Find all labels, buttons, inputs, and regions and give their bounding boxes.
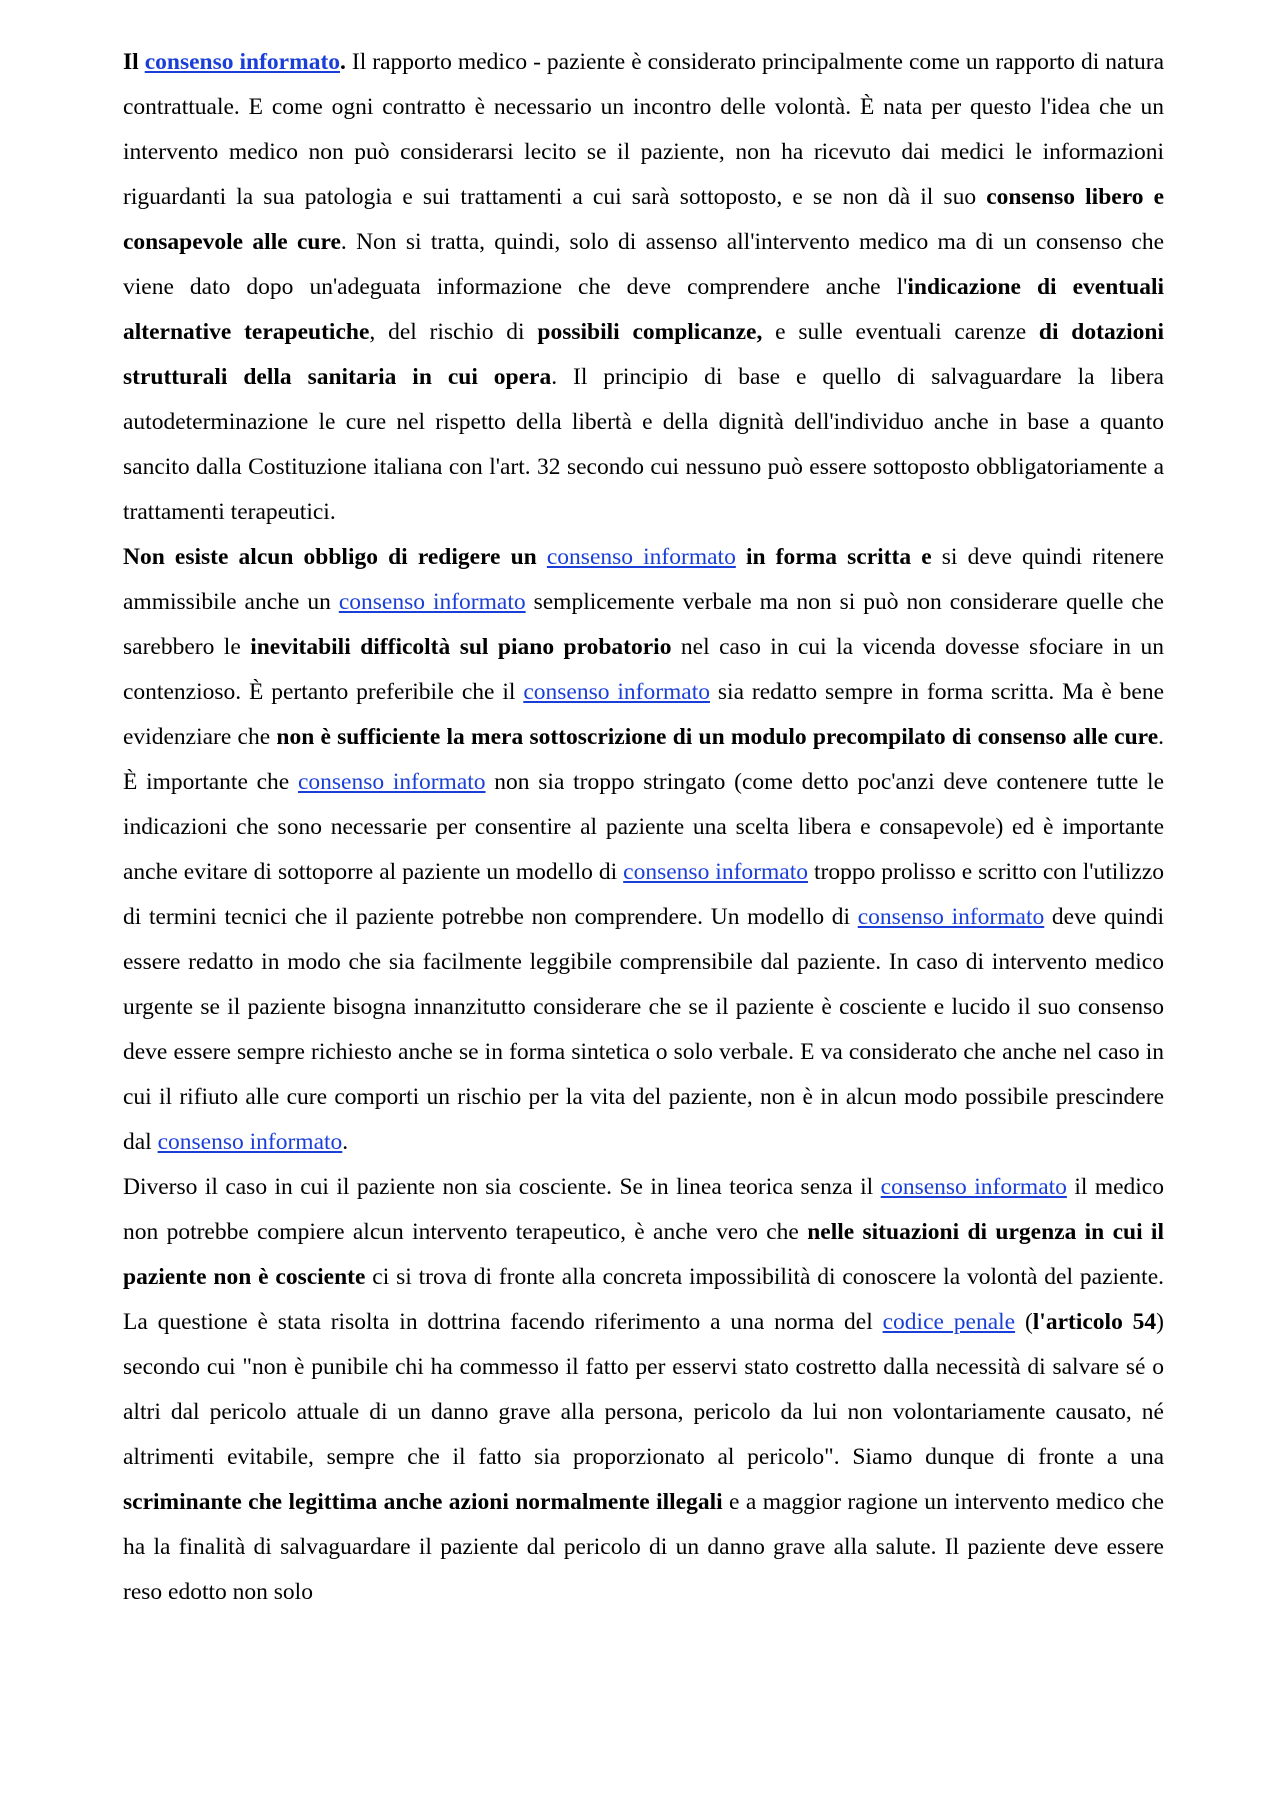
body-text: nel caso in cui la vicenda dovesse sfociare in un contenzioso. È pertanto preferibile che il	[123, 634, 1164, 705]
bold-text: .	[340, 49, 346, 75]
body-text: si deve quindi ritenere ammissibile anche un	[123, 544, 1164, 615]
link-consenso-informato[interactable]: consenso informato	[546, 544, 736, 570]
bold-text: Il	[123, 49, 145, 75]
body-text: . Il principio di base e quello di salvaguardare la libera autodeterminazione le cure nel rispetto della libertà e della dignità dell'individuo anche in base a quanto sancito dalla Costituzione italiana con l'art. 32 secondo cui nessuno può essere sottoposto obbligatoriamente a trattamenti terapeutici.	[123, 364, 1164, 525]
bold-text: di dotazioni strutturali della sanitaria in cui opera	[123, 319, 1165, 390]
body-text: .	[342, 1129, 349, 1155]
link-consenso-informato[interactable]: consenso informato	[857, 904, 1045, 930]
body-text: Il rapporto medico - paziente è considerato principalmente come un rapporto di natura contrattuale. E come ogni contratto è necessario un incontro delle volontà. È nata per questo l'idea che un intervento medico non può considerarsi lecito se il paziente, non ha ricevuto dai medici le informazioni riguardanti la sua patologia e sui trattamenti a cui sarà sottoposto, e se non dà il suo	[123, 49, 1164, 210]
paragraph-informed-consent-intro	[123, 40, 1164, 535]
link-consenso-informato[interactable]: consenso informato	[523, 679, 711, 705]
bold-text: scriminante che legittima anche azioni normalmente illegali	[123, 1489, 723, 1515]
body-text: e a maggior ragione un intervento medico che ha la finalità di salvaguardare il paziente dal pericolo di un danno grave alla salute. Il paziente deve essere reso edotto non solo	[123, 1489, 1165, 1605]
link-consenso-informato[interactable]: consenso informato	[144, 49, 341, 75]
body-text: e sulle eventuali carenze	[762, 319, 1039, 345]
body-text: (	[1015, 1309, 1033, 1335]
body-text: deve quindi essere redatto in modo che sia facilmente leggibile comprensibile dal paziente. In caso di intervento medico urgente se il paziente bisogna innanzitutto considerare che se il paziente è cosciente e lucido il suo consenso deve essere sempre richiesto anche se in forma sintetica o solo verbale. E va considerato che anche nel caso in cui il rifiuto alle cure comporti un rischio per la vita del paziente, non è in alcun modo possibile prescindere dal	[123, 904, 1165, 1155]
body-text: il medico non potrebbe compiere alcun intervento terapeutico, è anche vero che	[123, 1174, 1164, 1245]
body-text: . È importante che	[123, 724, 1164, 795]
body-text: non sia troppo stringato (come detto poc'anzi deve contenere tutte le indicazioni che sono necessarie per consentire al paziente una scelta libera e consapevole) ed è importante anche evitare di sottoporre al paziente un modello di	[123, 769, 1164, 885]
link-codice-penale[interactable]: codice penale	[882, 1309, 1016, 1335]
body-text: ) secondo cui "non è punibile chi ha commesso il fatto per esservi stato costretto dalla necessità di salvare sé o altri dal pericolo attuale di un danno grave alla persona, pericolo da lui non volontariamente causato, né altrimenti evitabile, sempre che il fatto sia proporzionato al pericolo". Siamo dunque di fronte a una	[123, 1309, 1164, 1470]
body-text: ci si trova di fronte alla concreta impossibilità di conoscere la volontà del paziente. La questione è stata risolta in dottrina facendo riferimento a una norma del	[123, 1264, 1164, 1335]
link-consenso-informato[interactable]: consenso informato	[623, 859, 808, 885]
bold-text: non è sufficiente la mera sottoscrizione di un modulo precompilato di consenso alle cure	[276, 724, 1159, 750]
body-text: semplicemente verbale ma non si può non considerare quelle che sarebbero le	[123, 589, 1164, 660]
link-consenso-informato[interactable]: consenso informato	[297, 769, 486, 795]
bold-text: inevitabili difficoltà sul piano probatorio	[250, 634, 672, 660]
body-text: . Non si tratta, quindi, solo di assenso all'intervento medico ma di un consenso che viene dato dopo un'adeguata informazione che deve comprendere anche l'	[123, 229, 1164, 300]
bold-text: nelle situazioni di urgenza in cui il paziente non è cosciente	[123, 1219, 1164, 1290]
paragraph-unconscious-patient	[123, 1165, 1164, 1615]
link-consenso-informato[interactable]: consenso informato	[880, 1174, 1067, 1200]
bold-text: possibili complicanze,	[537, 319, 763, 345]
paragraph-written-form	[123, 535, 1164, 1165]
body-text: sia redatto sempre in forma scritta. Ma è bene evidenziare che	[123, 679, 1165, 750]
bold-text: consenso libero e consapevole alle cure	[123, 184, 1165, 255]
bold-text: Non esiste alcun obbligo di redigere un	[123, 544, 547, 570]
body-text: troppo prolisso e scritto con l'utilizzo di termini tecnici che il paziente potrebbe non comprendere. Un modello di	[123, 859, 1164, 930]
body-text: Diverso il caso in cui il paziente non sia cosciente. Se in linea teorica senza il	[123, 1174, 881, 1200]
bold-text: l'articolo 54	[1032, 1309, 1157, 1335]
link-consenso-informato[interactable]: consenso informato	[338, 589, 526, 615]
link-consenso-informato[interactable]: consenso informato	[157, 1129, 343, 1155]
body-text: , del rischio di	[369, 319, 538, 345]
bold-text: in forma scritta e	[735, 544, 932, 570]
bold-text: indicazione di eventuali alternative terapeutiche	[123, 274, 1164, 345]
